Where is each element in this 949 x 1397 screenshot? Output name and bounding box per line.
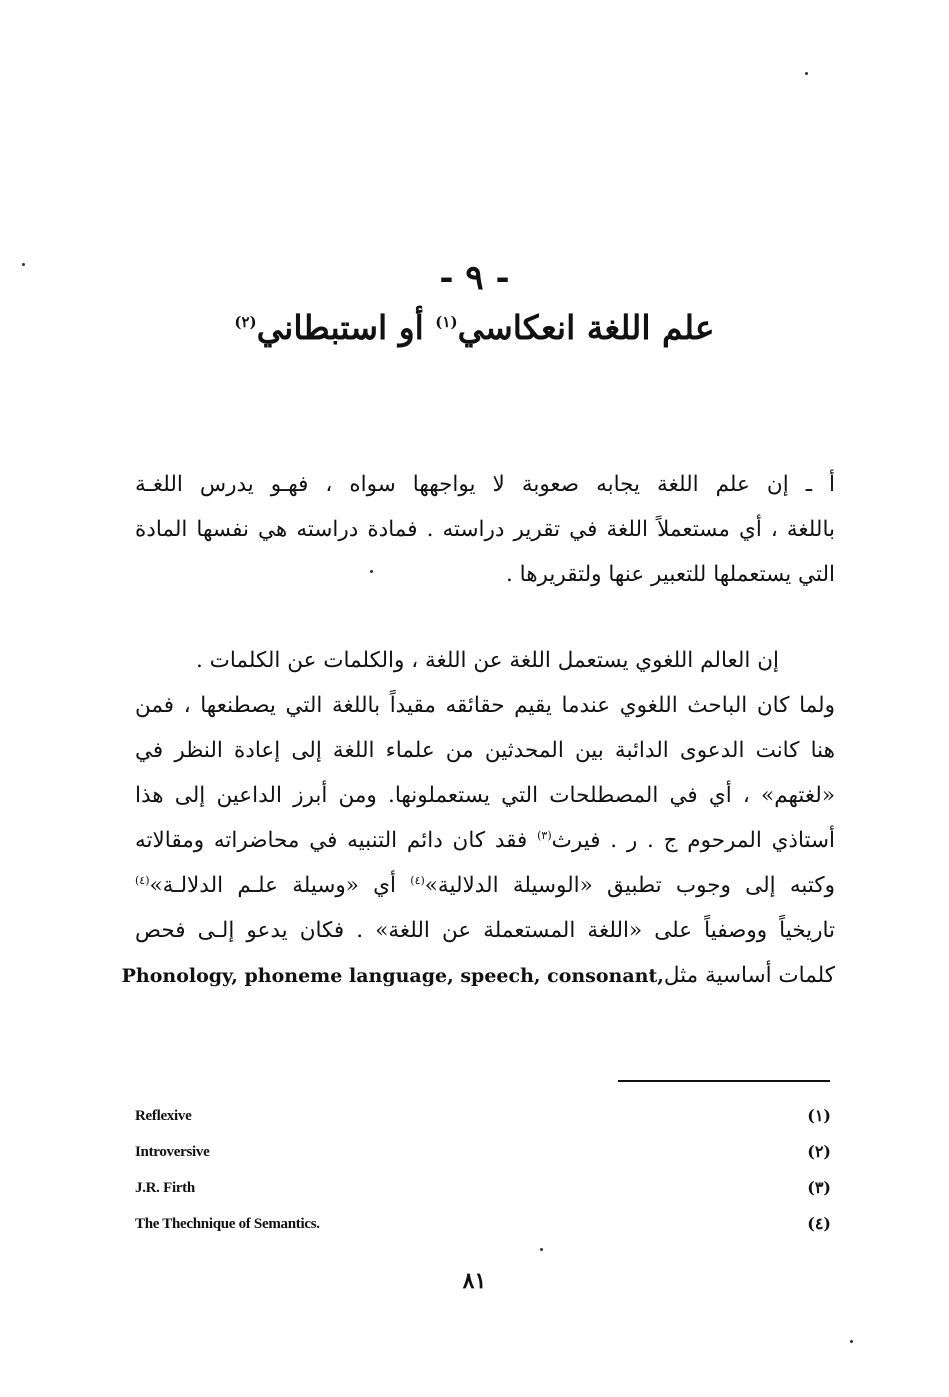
paragraph-2-line-5a: أستاذي المرحوم ج . ر . فيرث (551, 828, 836, 853)
paragraph-2 (121, 638, 836, 999)
footnote-text: Introversive (135, 1144, 210, 1160)
footnote (135, 1140, 835, 1176)
footnote (135, 1104, 835, 1140)
paragraph-2-line: «لغتهم» ، أي في المصطلحات التي يستعملونها. ومن أبرز الداعين إلى هذا (135, 783, 835, 808)
page-number: ٨١ (462, 1268, 487, 1294)
chapter-title-part1: علم اللغة انعكاسي (457, 308, 715, 347)
footnote-text: Reflexive (135, 1108, 192, 1124)
footnote (135, 1176, 835, 1212)
paragraph-2-line (121, 953, 835, 999)
paragraph-2-line-8-english: Phonology, phoneme language, speech, consonant, (121, 965, 664, 987)
paragraph-1-line: التي يستعملها للتعبير عنها ولتقريرها . (505, 562, 835, 587)
chapter-number: - ٩ - (439, 258, 510, 298)
paragraph-2-line-8-arabic: كلمات أساسية مثل (663, 963, 835, 988)
paragraph-2-line (135, 818, 835, 863)
paragraph-1-line: باللغة ، أي مستعملاً اللغة في تقرير دراسته . فمادة دراسته هي نفسها المادة (135, 517, 835, 542)
footnote-ref-4: (٤) (410, 873, 425, 887)
footnote (135, 1212, 835, 1248)
footnote-number: (٢) (807, 1142, 831, 1161)
scan-speck (540, 1248, 543, 1251)
footnote-number: (١) (807, 1106, 831, 1125)
paragraph-2-line: هنا كانت الدعوى الدائبة بين المحدثين من علماء اللغة إلى إعادة النظر في (135, 738, 835, 763)
footnotes (135, 1104, 835, 1248)
paragraph-2-line-6b: أي «وسيلة علـم الدلالـة» (149, 873, 411, 898)
paragraph-2-line-5b: فقد كان دائم التنبيه في محاضراته ومقالاته (135, 828, 538, 853)
footnote-ref-3: (٣) (537, 828, 552, 842)
footnote-number: (٤) (807, 1214, 831, 1233)
paragraph-1-line: أ ـ إن علم اللغة يجابه صعوبة لا يواجهها سواه ، فهـو يدرس اللغـة (135, 472, 835, 497)
paragraph-2-line-6a: وكتبه إلى وجوب تطبيق «الوسيلة الدلالية» (424, 873, 835, 898)
paragraph-2-line (135, 863, 835, 908)
scan-speck (850, 1340, 853, 1343)
chapter-title (0, 308, 949, 347)
footnote-text: J.R. Firth (135, 1180, 195, 1196)
footnote-ref-1: (١) (435, 313, 458, 331)
footnote-ref-2: (٢) (234, 313, 257, 331)
footnote-number: (٣) (807, 1178, 831, 1197)
footnote-ref-4b: (٤) (135, 873, 150, 887)
footnote-text: The Thechnique of Semantics. (135, 1216, 320, 1232)
footnote-separator (618, 1080, 830, 1082)
chapter-title-part2: أو استبطاني (256, 308, 436, 347)
paragraph-2-line: تاريخياً ووصفياً على «اللغة المستعملة عن اللغة» . فكان يدعو إلـى فحص (135, 918, 835, 943)
scan-speck (22, 263, 25, 266)
scan-speck (805, 72, 808, 75)
paragraph-2-line: ولما كان الباحث اللغوي عندما يقيم حقائقه مقيداً باللغة التي يصطنعها ، فمن (135, 693, 835, 718)
scan-speck (370, 570, 373, 573)
paragraph-1 (135, 462, 835, 597)
paragraph-2-line: إن العالم اللغوي يستعمل اللغة عن اللغة ، والكلمات عن الكلمات . (195, 648, 779, 673)
